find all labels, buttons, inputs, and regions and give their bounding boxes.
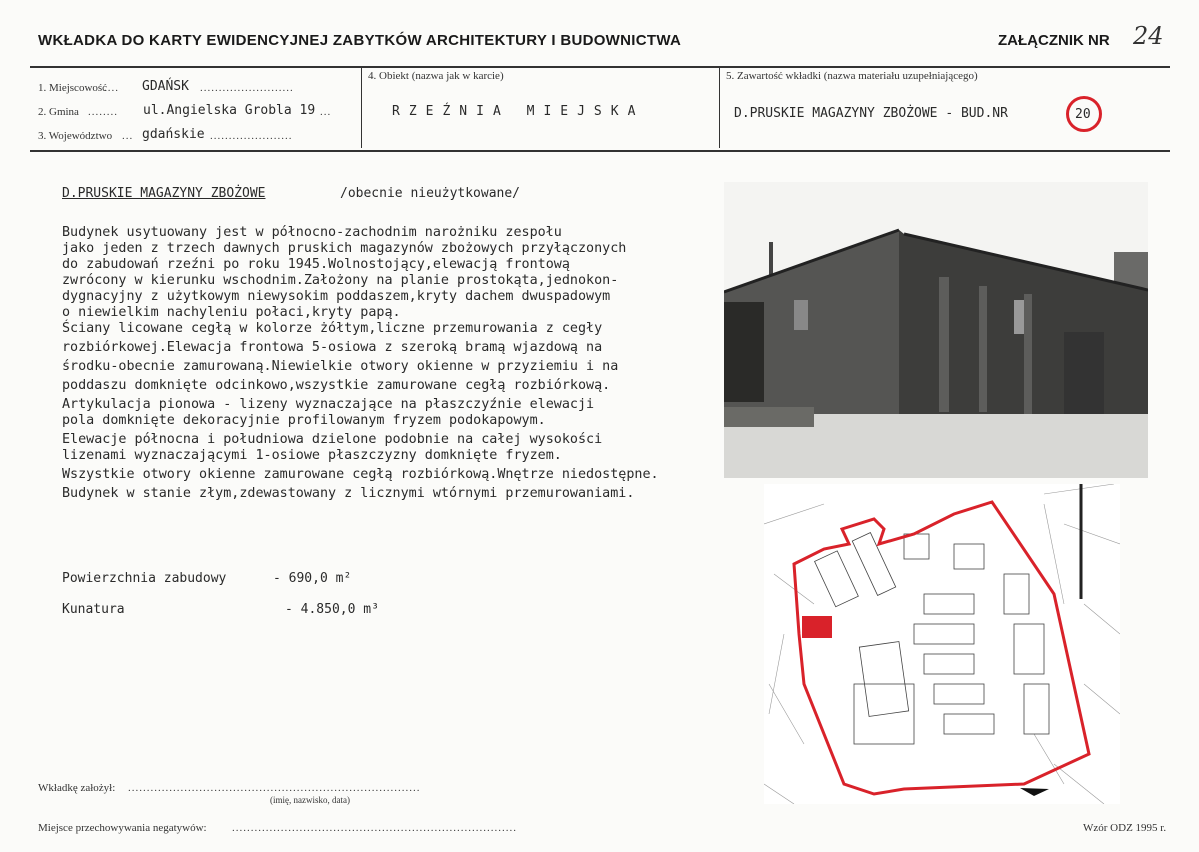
attachment-number: 24 bbox=[1133, 22, 1164, 50]
dots: ... bbox=[122, 130, 134, 142]
dots: ........ bbox=[88, 106, 118, 118]
description-line: środku-obecnie zamurowaną.Niewielkie otwory okienne w przyziemiu i na bbox=[62, 359, 619, 374]
description-line: Wszystkie otwory okienne zamurowane cegłą rozbiórkową.Wnętrze niedostępne. bbox=[62, 467, 659, 482]
description-line: jako jeden z trzech dawnych pruskich magazynów zbożowych przyłączonych bbox=[62, 241, 627, 256]
voivodeship-label: 3. Województwo bbox=[38, 130, 113, 142]
description-text bbox=[62, 225, 702, 502]
description-line: pola domknięte dekoracyjnie profilowanym fryzem podokapowym. bbox=[62, 413, 546, 428]
description-line: Budynek w stanie złym,zdewastowany z licznymi wtórnymi przemurowaniami. bbox=[62, 486, 635, 501]
author-label: Wkładkę założył: bbox=[38, 782, 116, 794]
site-map bbox=[764, 484, 1120, 804]
object-label: 4. Obiekt (nazwa jak w karcie) bbox=[368, 70, 504, 82]
description-line: dygnacyjny z użytkowym niewysokim poddaszem,kryty dachem dwuspadowym bbox=[62, 289, 611, 304]
content-value: D.PRUSKIE MAGAZYNY ZBOŻOWE - BUD.NR bbox=[734, 106, 1008, 121]
divider bbox=[719, 66, 720, 148]
description-line: Budynek usytuowany jest w północno-zachodnim narożniku zespołu bbox=[62, 225, 562, 240]
author-hint: (imię, nazwisko, data) bbox=[270, 795, 350, 805]
description-line: lizenami wyznaczającymi 1-osiowe płaszczyzny domknięte fryzem. bbox=[62, 448, 562, 463]
dots: ......................... bbox=[200, 82, 294, 94]
building-number-circle bbox=[1066, 96, 1102, 132]
building-photo bbox=[724, 182, 1148, 478]
area-label: Powierzchnia zabudowy bbox=[62, 571, 227, 586]
volume-label: Kunatura bbox=[62, 602, 125, 617]
description-line: do zabudowań rzeźni po roku 1945.Wolnostojący,elewacją frontową bbox=[62, 257, 570, 272]
dots: ...................... bbox=[210, 130, 293, 142]
description-line: o niewielkim nachyleniu połaci,kryty papą. bbox=[62, 305, 401, 320]
dots: .... bbox=[104, 82, 119, 94]
dots: ... bbox=[320, 106, 332, 118]
body-heading: D.PRUSKIE MAGAZYNY ZBOŻOWE bbox=[62, 186, 266, 201]
description-line: zwrócony w kierunku wschodnim.Założony na planie prostokąta,jednokon- bbox=[62, 273, 619, 288]
form-title: WKŁADKA DO KARTY EWIDENCYJNEJ ZABYTKÓW ARCHITEKTURY I BUDOWNICTWA bbox=[38, 32, 682, 49]
description-line: Ściany licowane cegłą w kolorze żółtym,liczne przemurowania z cegły bbox=[62, 321, 603, 336]
body-heading-note: /obecnie nieużytkowane/ bbox=[340, 186, 521, 201]
form-code: Wzór ODZ 1995 r. bbox=[1083, 822, 1167, 834]
description-line: rozbiórkowej.Elewacja frontowa 5-osiowa z szeroką bramą wjazdową na bbox=[62, 340, 603, 355]
object-value: RZEŹNIA MIEJSKA bbox=[392, 104, 645, 119]
attachment-label: ZAŁĄCZNIK NR bbox=[998, 32, 1110, 49]
area-value: - 690,0 m² bbox=[273, 571, 352, 586]
locality-label: 1. Miejscowość bbox=[38, 82, 108, 94]
commune-label: 2. Gmina bbox=[38, 106, 79, 118]
volume-value: - 4.850,0 m³ bbox=[285, 602, 379, 617]
locality-value: GDAŃSK bbox=[142, 79, 189, 94]
building-number: 20 bbox=[1075, 107, 1091, 122]
storage-label: Miejsce przechowywania negatywów: bbox=[38, 822, 207, 834]
description-line: Artykulacja pionowa - lizeny wyznaczające na płaszczyźnie elewacji bbox=[62, 397, 595, 412]
divider bbox=[361, 66, 362, 148]
content-label: 5. Zawartość wkładki (nazwa materiału uzupełniającego) bbox=[726, 70, 978, 82]
description-line: poddaszu domknięte odcinkowo,wszystkie zamurowane cegłą rozbiórkową. bbox=[62, 378, 611, 393]
commune-value: ul.Angielska Grobla 19 bbox=[143, 103, 316, 118]
dots: .............................................................................. bbox=[128, 782, 421, 794]
dots: ............................................................................ bbox=[232, 822, 517, 834]
voivodeship-value: gdańskie bbox=[142, 127, 205, 142]
description-line: Elewacje północna i południowa dzielone podobnie na całej wysokości bbox=[62, 432, 603, 447]
